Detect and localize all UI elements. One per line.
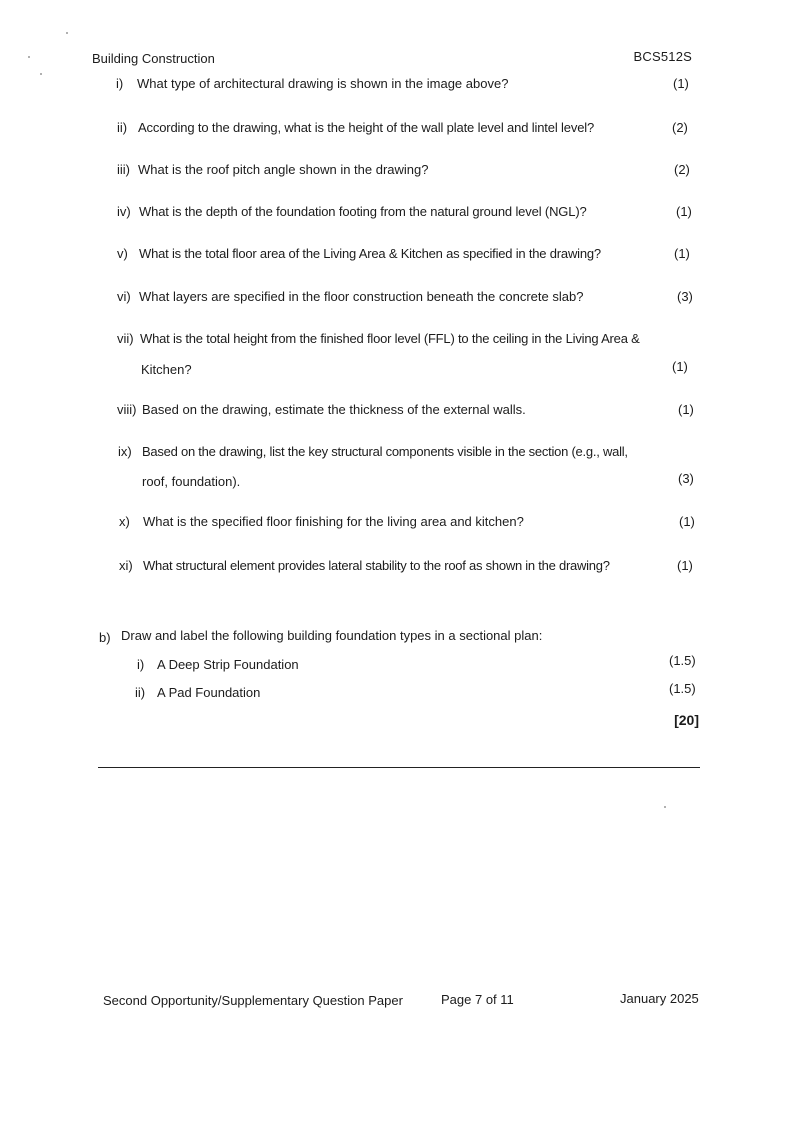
question-number: x): [119, 514, 130, 529]
question-text-continued: roof, foundation).: [142, 474, 241, 489]
question-number: i): [137, 657, 145, 672]
question-text: Based on the drawing, estimate the thickness of the external walls.: [142, 402, 526, 417]
question-marks: (3): [677, 289, 693, 304]
question-number: vi): [117, 289, 131, 304]
footer-paper-title: Second Opportunity/Supplementary Question Paper: [103, 993, 403, 1008]
question-marks: (1): [672, 359, 688, 374]
question-number: v): [117, 246, 128, 261]
question-text: What layers are specified in the floor construction beneath the concrete slab?: [139, 289, 584, 304]
part-b-label: b): [99, 630, 111, 645]
question-text: According to the drawing, what is the height of the wall plate level and lintel level?: [138, 120, 595, 135]
question-marks: (1): [677, 558, 693, 573]
part-b-instruction: Draw and label the following building foundation types in a sectional plan:: [121, 628, 543, 643]
question-marks: (1.5): [669, 681, 696, 696]
course-title: Building Construction: [92, 51, 215, 66]
question-text: A Deep Strip Foundation: [157, 657, 299, 672]
question-text: What is the roof pitch angle shown in the drawing?: [138, 162, 429, 177]
question-text: What type of architectural drawing is shown in the image above?: [137, 76, 509, 91]
question-marks: (1.5): [669, 653, 696, 668]
question-marks: (1): [678, 402, 694, 417]
question-number: ix): [118, 444, 132, 459]
question-text: A Pad Foundation: [157, 685, 261, 700]
question-marks: (2): [672, 120, 688, 135]
question-number: vii): [117, 331, 134, 346]
total-marks: [20]: [674, 712, 699, 728]
question-number: ii): [117, 120, 128, 135]
question-marks: (1): [674, 246, 690, 261]
question-text: What structural element provides lateral stability to the roof as shown in the drawing?: [143, 558, 610, 573]
question-text-continued: Kitchen?: [141, 362, 192, 377]
question-marks: (1): [676, 204, 692, 219]
question-marks: (1): [679, 514, 695, 529]
course-code: BCS512S: [633, 49, 692, 64]
question-number: i): [116, 76, 124, 91]
question-number: xi): [119, 558, 133, 573]
question-text: What is the depth of the foundation footing from the natural ground level (NGL)?: [139, 204, 587, 219]
footer-date: January 2025: [620, 991, 699, 1006]
question-marks: (1): [673, 76, 689, 91]
question-marks: (3): [678, 471, 694, 486]
scan-speck: [664, 806, 666, 808]
question-text: Based on the drawing, list the key structural components visible in the section (e.g., wall,: [142, 444, 628, 459]
question-text: What is the total floor area of the Living Area & Kitchen as specified in the drawing?: [139, 246, 601, 261]
scan-speck: [28, 56, 30, 58]
question-number: iv): [117, 204, 131, 219]
question-number: ii): [135, 685, 146, 700]
scan-speck: [40, 73, 42, 75]
question-number: iii): [117, 162, 130, 177]
question-number: viii): [117, 402, 137, 417]
footer-page-number: Page 7 of 11: [441, 992, 514, 1007]
question-text: What is the specified floor finishing for the living area and kitchen?: [143, 514, 524, 529]
question-marks: (2): [674, 162, 690, 177]
scan-speck: [66, 32, 68, 34]
question-text: What is the total height from the finished floor level (FFL) to the ceiling in the Living Area &: [140, 331, 640, 346]
section-divider: [98, 767, 700, 768]
